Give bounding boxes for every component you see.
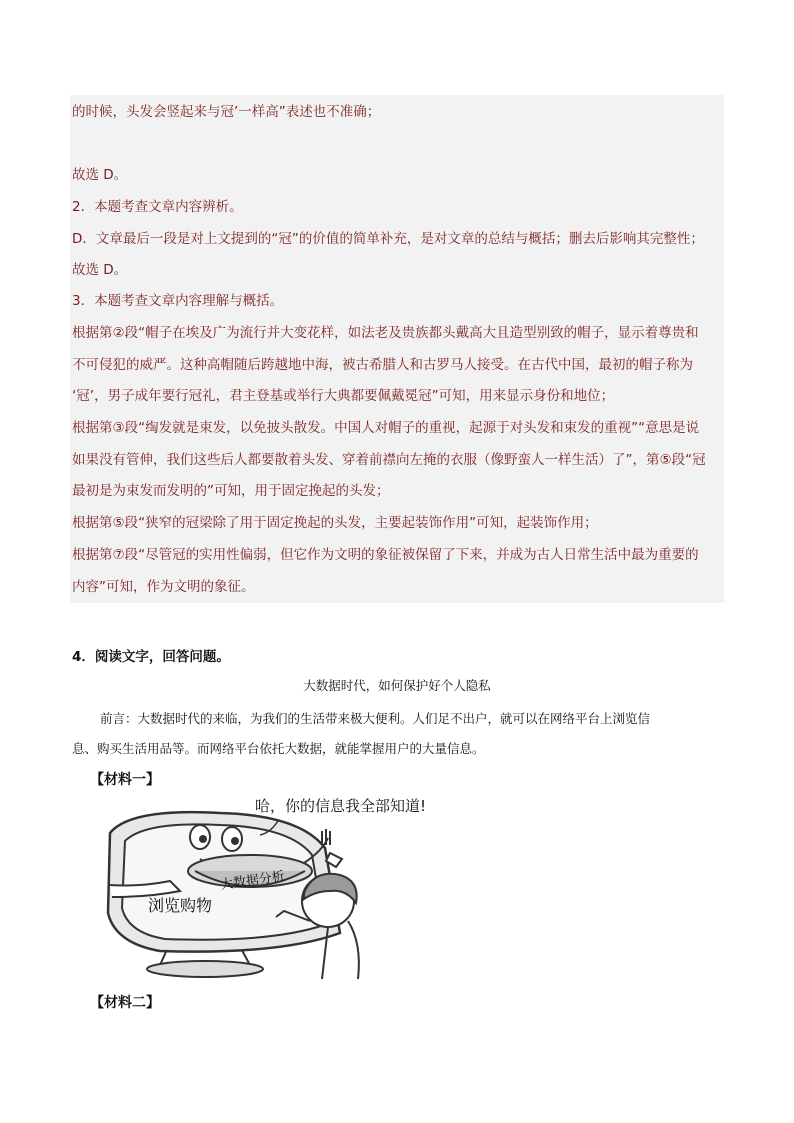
answer-line-14: 根据第⑦段“尽管冠的实用性偏弱，但它作为文明的象征被保留了下来，并成为古人日常生活中最为重要的 — [72, 547, 699, 563]
answer-line-4: D．文章最后一段是对上文提到的“冠”的价值的简单补充，是对文章的总结与概括；删去后影响其完整性； — [72, 231, 704, 247]
material-1-label: 【材料一】 — [90, 772, 160, 788]
answer-line-3: 2．本题考查文章内容辨析。 — [72, 199, 243, 215]
answer-line-8: 不可侵犯的威严。这种高帽随后跨越地中海，被古希腊人和古罗马人接受。在古代中国，最初的帽子称为 — [72, 357, 693, 373]
plate-text: 大数据分析 — [219, 869, 286, 894]
preface-line-2: 息、购买生活用品等。而网络平台依托大数据，就能掌握用户的大量信息。 — [72, 741, 485, 756]
answer-line-1: 的时候，头发会竖起来与冠’一样高”表述也不准确； — [72, 104, 381, 120]
question-prompt: 4．阅读文字，回答问题。 — [72, 649, 230, 665]
answer-line-13: 根据第⑤段“狭窄的冠梁除了用于固定挽起的头发，主要起装饰作用”可知，起装饰作用； — [72, 515, 598, 531]
material-2-label: 【材料二】 — [90, 995, 160, 1011]
answer-line-11: 如果没有管伸，我们这些后人都要散着头发、穿着前襟向左掩的衣服（像野蛮人一样生活）了”，第⑤段“冠 — [72, 452, 706, 468]
answer-line-7: 根据第②段“帽子在埃及广为流行并大变花样，如法老及贵族都头戴高大且造型别致的帽子，显示着尊贵和 — [72, 325, 699, 341]
answer-line-5: 故选 D。 — [72, 262, 128, 278]
speech-text: 哈，你的信息我全部知道! — [255, 797, 427, 815]
preface-line-1: 前言：大数据时代的来临，为我们的生活带来极大便利。人们足不出户，就可以在网络平台上浏览信 — [100, 711, 651, 726]
big-data-cartoon — [100, 793, 460, 983]
answer-line-9: ‘冠’，男子成年要行冠礼，君主登基或举行大典都要佩戴冕冠”可知，用来显示身份和地位； — [72, 388, 615, 404]
answer-line-12: 最初是为束发而发明的”可知，用于固定挽起的头发； — [72, 483, 390, 499]
answer-line-6: 3．本题考查文章内容理解与概括。 — [72, 293, 284, 309]
answer-line-10: 根据第③段“绹发就是束发，以免披头散发。中国人对帽子的重视，起源于对头发和束发的重视”“意思是说 — [72, 420, 700, 436]
answer-line-15: 内容”可知，作为文明的象征。 — [72, 579, 255, 595]
screen-text: 浏览购物 — [148, 896, 213, 915]
answer-line-2: 故选 D。 — [72, 167, 128, 183]
article-title: 大数据时代，如何保护好个人隐私 — [303, 678, 491, 693]
